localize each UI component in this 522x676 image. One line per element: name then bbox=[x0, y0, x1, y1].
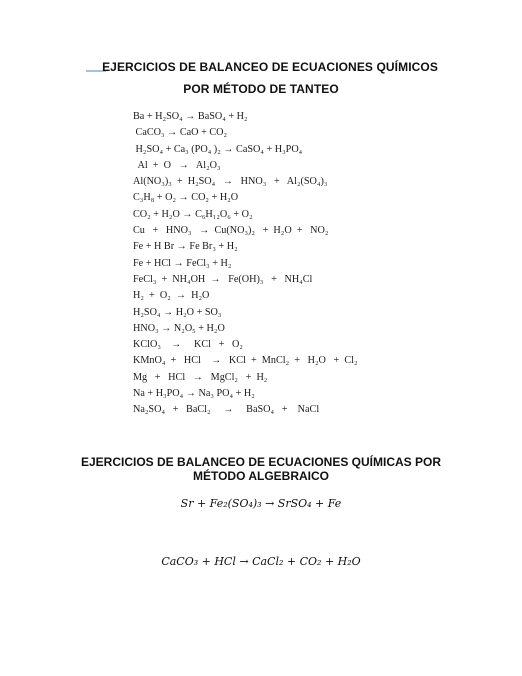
section1-title-line2: POR MÉTODO DE TANTEO bbox=[183, 82, 339, 96]
equation-line: KClO₃ → KCl + O₂ bbox=[133, 339, 243, 351]
equation-line: H₂ + O₂ → H₂O bbox=[133, 290, 210, 302]
section1-title-line1: EJERCICIOS DE BALANCEO DE ECUACIONES QUÍMICOS bbox=[102, 60, 438, 74]
equation-line: Na + H₃PO₄ → Na₃ PO₄ + H₂ bbox=[133, 388, 255, 400]
section2-title-line1: EJERCICIOS DE BALANCEO DE ECUACIONES QUÍMICAS POR bbox=[80, 455, 442, 469]
equation-line: Fe + H Br → Fe Br₃ + H₂ bbox=[133, 241, 238, 253]
algebraic-equation-2: CaCO₃ + HCl → CaCl₂ + CO₂ + H₂O bbox=[161, 555, 361, 568]
equation-line: CO₂ + H₂O → C₆H₁₂O₆ + O₂ bbox=[133, 208, 253, 220]
equation-line: H₂SO₄ → H₂O + SO₃ bbox=[133, 306, 222, 318]
equation-line: KMnO₄ + HCl → KCl + MnCl₂ + H₂O + Cl₂ bbox=[133, 355, 358, 367]
section2-title-line2: MÉTODO ALGEBRAICO bbox=[192, 469, 329, 483]
equation-line: Ba + H₂SO₄ → BaSO₄ + H₂ bbox=[133, 111, 248, 122]
equation-line: CaCO₃ → CaO + CO₂ bbox=[133, 127, 228, 139]
equation-line: HNO₃ → N₂O₅ + H₂O bbox=[133, 322, 225, 334]
algebraic-equation-1: Sr + Fe₂(SO₄)₃ → SrSO₄ + Fe bbox=[180, 497, 342, 510]
tanteo-equation-list bbox=[133, 109, 453, 419]
equation-line: Na₂SO₄ + BaCl₂ → BaSO₄ + NaCl bbox=[133, 404, 320, 416]
equation-line: H₂SO₄ + Ca₃ (PO₄ )₂ → CaSO₄ + H₃PO₄ bbox=[133, 143, 303, 155]
equation-line: Al + O → Al₂O₃ bbox=[133, 159, 221, 171]
equation-line: Al(NO₃)₃ + H₂SO₄ → HNO₃ + Al₂(SO₄)₃ bbox=[133, 176, 328, 188]
equation-line: Mg + HCl → MgCl₂ + H₂ bbox=[133, 371, 268, 383]
equation-line: Fe + HCl → FeCl₃ + H₂ bbox=[133, 257, 232, 269]
equation-line: C₃H₈ + O₂ → CO₂ + H₂O bbox=[133, 192, 239, 204]
equation-line: FeCl₃ + NH₄OH → Fe(OH)₃ + NH₄Cl bbox=[133, 273, 313, 285]
equation-line: Cu + HNO₃ → Cu(NO₃)₂ + H₂O + NO₂ bbox=[133, 225, 329, 237]
